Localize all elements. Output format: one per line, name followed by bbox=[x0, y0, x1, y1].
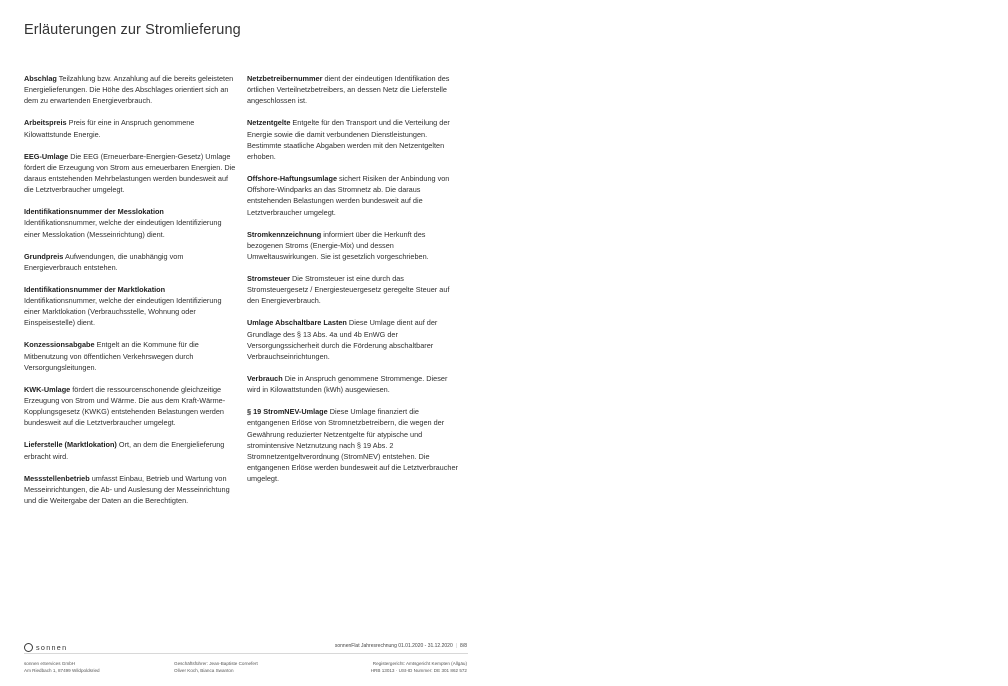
glossary-definition: Identifikationsnummer, welche der eindeutigen Identifizierung einer Marktlokation (Verbrauchsstelle, Wohnung oder Einspeisestelle) dient. bbox=[24, 296, 222, 328]
glossary-definition: Teilzahlung bzw. Anzahlung auf die bereits geleisteten Energielieferungen. Die Höhe des Abschlages orientiert sich an dem zu erwartenden Energieverbrauch. bbox=[24, 74, 234, 106]
page-title: Erläuterungen zur Stromlieferung bbox=[24, 22, 241, 38]
glossary-term: Grundpreis bbox=[24, 251, 64, 261]
glossary-definition: sichert Risiken der Anbindung von Offshore-Windparks an das Stromnetz ab. Die daraus entstehenden Belastungen werden bundesweit auf die Letztverbraucher umgelegt. bbox=[247, 174, 450, 217]
glossary-term: Netzbetreibernummer bbox=[247, 74, 323, 83]
glossary-entry bbox=[24, 206, 236, 240]
register-court: Registergericht: Amtsgericht Kempten (Allgäu) bbox=[372, 661, 467, 666]
glossary-definition: Die in Anspruch genommene Strommenge. Dieser wird in Kilowattstunden (kWh) ausgewiesen. bbox=[247, 374, 448, 395]
glossary-entry bbox=[247, 273, 461, 307]
glossary-entry bbox=[247, 317, 461, 362]
glossary-entry bbox=[247, 229, 461, 263]
footer-register-info bbox=[371, 660, 467, 674]
glossary-entry bbox=[247, 173, 461, 218]
glossary-entry bbox=[24, 439, 236, 461]
glossary-definition: Identifikationsnummer, welche der eindeutigen Identifizierung einer Messlokation (Messeinrichtung) dient. bbox=[24, 218, 222, 239]
glossary-term: KWK-Umlage bbox=[24, 384, 71, 394]
glossary-term: Arbeitspreis bbox=[24, 118, 67, 128]
glossary-entry bbox=[24, 339, 236, 373]
glossary-term: Offshore-Haftungsumlage bbox=[247, 174, 337, 184]
glossary-term: Identifikationsnummer der Marktlokation bbox=[24, 284, 166, 294]
glossary-definition: informiert über die Herkunft des bezogenen Stroms (Energie-Mix) und dessen Umweltauswirkungen. Sie ist gesetzlich vorgeschrieben. bbox=[247, 229, 429, 262]
glossary-term: Verbrauch bbox=[247, 374, 283, 384]
glossary-definition: Diese Umlage dient auf der Grundlage des § 13 Abs. 4a und 4b EnWG der Versorgungssicherheit durch die Förderung abschaltbarer Verbrauchseinrichtungen. bbox=[247, 318, 438, 362]
glossary-entry bbox=[247, 73, 461, 107]
glossary-entry bbox=[24, 384, 236, 429]
glossary-definition: Diese Umlage finanziert die entgangenen Erlöse von Stromnetzbetreibern, die wegen der Gewährung reduzierter Netzentgelte für atypische und stromintensive Netznutzung nach § 19 Abs. 2 Stromnetzentgeltverordnung (StromNEV) entstehen. Die entgangenen Erlöse werden bundesweit auf die Letztverbraucher umgelegt. bbox=[247, 407, 458, 484]
document-reference bbox=[335, 643, 467, 649]
company-name: sonnen eServices GmbH bbox=[24, 661, 76, 666]
glossary-term: Messstellenbetrieb bbox=[24, 473, 90, 483]
glossary-entry bbox=[247, 406, 461, 484]
glossary-entry bbox=[24, 251, 236, 273]
footer-company-info bbox=[24, 660, 100, 674]
sonnen-ring-icon bbox=[24, 643, 33, 652]
glossary-entry bbox=[24, 284, 236, 329]
glossary-definition: Entgelt an die Kommune für die Mitbenutzung von öffentlichen Verkehrswegen durch Versorgungsleitungen. bbox=[24, 340, 199, 372]
document-label: sonnenFlat Jahresrechnung 01.01.2020 - 31.12.2020 bbox=[334, 643, 453, 649]
glossary-definition: Aufwendungen, die unabhängig vom Energieverbrauch entstehen. bbox=[24, 251, 184, 272]
glossary-term: § 19 StromNEV-Umlage bbox=[247, 407, 328, 417]
glossary-term: EEG-Umlage bbox=[24, 151, 69, 161]
glossary-entry bbox=[247, 373, 461, 395]
glossary-term: Identifikationsnummer der Messlokation bbox=[24, 207, 164, 217]
glossary-right-column bbox=[247, 73, 461, 495]
glossary-definition: umfasst Einbau, Betrieb und Wartung von Messeinrichtungen, die Ab- und Auslesung der Messeinrichtung und die Weitergabe der Daten an die Berechtigten. bbox=[24, 473, 230, 506]
glossary-term: Lieferstelle (Marktlokation) bbox=[24, 440, 117, 450]
glossary-entry bbox=[24, 117, 236, 139]
glossary-definition: Die Stromsteuer ist eine durch das Stromsteuergesetz / Energiesteuergesetz geregelte Steuer auf den Energieverbrauch. bbox=[247, 274, 450, 306]
company-address: Am Riedbach 1, 87499 Wildpoldsried bbox=[24, 668, 100, 674]
footer-divider bbox=[24, 653, 468, 654]
glossary-term: Netzentgelte bbox=[247, 118, 291, 128]
glossary-definition: Ort, an dem die Energielieferung erbracht wird. bbox=[24, 440, 225, 461]
glossary-definition: Die EEG (Erneuerbare-Energien-Gesetz) Umlage fördert die Erzeugung von Strom aus erneuerbaren Energien. Die daraus entstehenden Mehrbelastungen werden bundesweit auf die Letztverbraucher umgelegt. bbox=[24, 151, 236, 195]
management-line-1: Geschäftsführer: Jean-Baptiste Cornefert bbox=[174, 661, 258, 666]
glossary-left-column bbox=[24, 73, 236, 517]
glossary-entry bbox=[24, 151, 236, 196]
footer-management-info bbox=[174, 660, 258, 674]
glossary-definition: dient der eindeutigen Identifikation des örtlichen Verteilnetzbetreibers, an dessen Netz die Lieferstelle angeschlossen ist. bbox=[247, 74, 450, 106]
page-separator: | bbox=[455, 643, 458, 649]
glossary-definition: Entgelte für den Transport und die Verteilung der Energie sowie die damit verbundenen Dienstleistungen. Bestimmte staatliche Abgaben werden mit den Netzentgelten erhoben. bbox=[247, 118, 450, 162]
glossary-term: Konzessionsabgabe bbox=[24, 340, 95, 350]
glossary-entry bbox=[247, 117, 461, 162]
page-number: 8/8 bbox=[460, 643, 467, 649]
glossary-term: Abschlag bbox=[24, 74, 57, 83]
glossary-definition: fördert die ressourcenschonende gleichzeitige Erzeugung von Strom und Wärme. Die aus dem Kraft-Wärme- Kopplungsgesetz (KWKG) entstehenden Belastungen werden bundesweit auf die Letztverbraucher umgelegt. bbox=[24, 384, 226, 428]
register-ids: HRB 13013 · USt-ID Nummer: DE 301 862 572 bbox=[370, 668, 467, 674]
glossary-term: Stromkennzeichnung bbox=[247, 229, 322, 239]
glossary-term: Stromsteuer bbox=[247, 274, 290, 284]
glossary-entry bbox=[24, 73, 236, 107]
sonnen-logo bbox=[24, 640, 67, 654]
glossary-entry bbox=[24, 473, 236, 507]
glossary-term: Umlage Abschaltbare Lasten bbox=[247, 318, 347, 328]
glossary-definition: Preis für eine in Anspruch genommene Kilowattstunde Energie. bbox=[24, 118, 195, 139]
management-line-2: Oliver Koch, Bianca Swanton bbox=[174, 668, 234, 674]
sonnen-logo-text: sonnen bbox=[36, 642, 68, 652]
